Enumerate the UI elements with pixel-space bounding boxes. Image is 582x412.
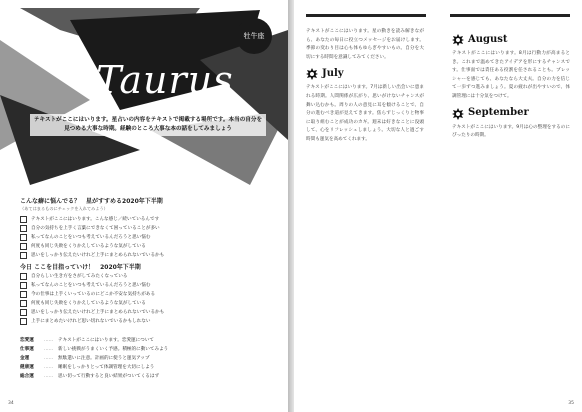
checkbox[interactable] — [20, 291, 27, 298]
checkbox[interactable] — [20, 234, 27, 241]
sun-icon — [452, 34, 464, 46]
checkbox[interactable] — [20, 318, 27, 325]
checklist-2-title: 今日 ここを目指っていけ！ 2020年下半期 — [20, 264, 141, 271]
header-rule — [450, 14, 570, 17]
lead-text: テキストがここにはいります。星占いの内容をテキストで掲載する場所です。本当の自分を見つめる大事な時期。経験のところ大事な本の話をしてみましょう — [30, 114, 266, 136]
checkbox[interactable] — [20, 243, 27, 250]
section-heading-september: September — [452, 108, 570, 120]
checklist-item[interactable]: 思いをしっかり伝えたいけれど上手にまとめられないでいるかも — [20, 308, 276, 317]
section-heading-august: August — [452, 34, 570, 46]
checklist-item[interactable]: 何度も同じ失敗をくりかえしているような気がしている — [20, 299, 276, 308]
checklist-2 — [20, 262, 276, 326]
checkbox[interactable] — [20, 225, 27, 232]
sign-title: Taurus — [96, 58, 234, 102]
section-text-july: テキストがここにはいります。7月は新しい出会いに恵まれる時期。人間関係が広がり、思いがけないチャンスが舞い込むかも。周りの人の意見に耳を傾けることで、自分の進むべき道が見えてきます。焦らずじっくりと物事に取り組むことが成功のカギ。週末は好きなことに没頭して、心をリフレッシュしましょう。大切な人と過ごす時間も運気を高めてくれます。 — [306, 85, 424, 142]
sun-icon — [306, 68, 318, 80]
page-number-left: 34 — [8, 401, 14, 406]
section-text-september: テキストがここにはいります。9月は心の整理をするのにぴったりの時期。 — [452, 124, 570, 139]
checkbox[interactable] — [20, 252, 27, 259]
checklist-item[interactable]: 今の仕事は上手くいっているのにどこか不安な気持ちがある — [20, 290, 276, 299]
checklist-item[interactable]: 私ってなんのことをいつも考えているんだろうと思い悩む — [20, 233, 276, 242]
left-page — [0, 0, 288, 412]
legend-row: 総合運 …… 思い切って行動すると良い結果がついてくるはず — [20, 374, 160, 379]
sign-tag-badge: 牡牛座 — [236, 18, 272, 54]
section-heading-july: July — [306, 68, 424, 80]
checkbox[interactable] — [20, 300, 27, 307]
checklist-1 — [20, 196, 276, 260]
right-page — [294, 0, 582, 412]
intro-text: テキストがここにはいります。星の動きを読み解きながら、あなたの毎日に役立つメッセージをお届けします。季節の変わり目は心も体もゆらぎやすいもの。自分を大切にする時間を意識してみてください。 — [306, 29, 424, 60]
fortune-legend — [20, 336, 276, 381]
checklist-item[interactable]: 上手にまとめたいけれど思い切れないでいるかもしれない — [20, 317, 276, 326]
legend-row: 健康運 …… 睡眠をしっかりとって体調管理を大切にしよう — [20, 365, 155, 370]
checklist-1-subtitle: （あてはまるものにチェックを入れてみよう） — [20, 206, 108, 211]
column-right — [452, 28, 570, 141]
sun-icon — [452, 108, 464, 120]
legend-row: 仕事運 …… 新しい挑戦がうまくいく予感。積極的に動いてみよう — [20, 347, 169, 352]
checklist-1-title: こんな癖に悩んでる？ 星がすすめる2020年下半期 — [20, 198, 163, 205]
header-rule — [306, 14, 426, 17]
checklist-item[interactable]: 私ってなんのことをいつも考えているんだろうと思い悩む — [20, 281, 276, 290]
page-number-right: 35 — [568, 401, 574, 406]
checkbox[interactable] — [20, 309, 27, 316]
checklist-item[interactable]: 自分らしい生き方をさがしてみたくなっている — [20, 272, 276, 281]
hero-graphic — [0, 0, 288, 190]
checklist-item[interactable]: テキストがここにはいります。こんな感じ／続いているんです — [20, 215, 276, 224]
checklist-item[interactable]: 思いをしっかり伝えたいけれど上手にまとめられないでいるかも — [20, 251, 276, 260]
checklist-item[interactable]: 何度も同じ失敗をくりかえしているような気がしている — [20, 242, 276, 251]
column-left — [306, 28, 424, 145]
checkbox[interactable] — [20, 273, 27, 280]
checklist-item[interactable]: 自分の気持ちを上手く言葉にできなくて困っていることが多い — [20, 224, 276, 233]
legend-row: 恋愛運 …… テキストがここにはいります。恋愛運について — [20, 338, 154, 343]
checkbox[interactable] — [20, 282, 27, 289]
legend-row: 金運 …… 無駄遣いに注意。計画的に使うと運気アップ — [20, 356, 150, 361]
section-text-august: テキストがここにはいります。8月は行動力が高まるとき。これまで温めてきたアイデアを形にするチャンスです。仕事面では責任ある役割を任されることも。プレッシャーを感じても、あなたなら大丈夫。自分の力を信じて一歩ずつ進みましょう。夏の疲れが出やすいので、体調管理には十分気をつけて。 — [452, 51, 570, 99]
checkbox[interactable] — [20, 216, 27, 223]
